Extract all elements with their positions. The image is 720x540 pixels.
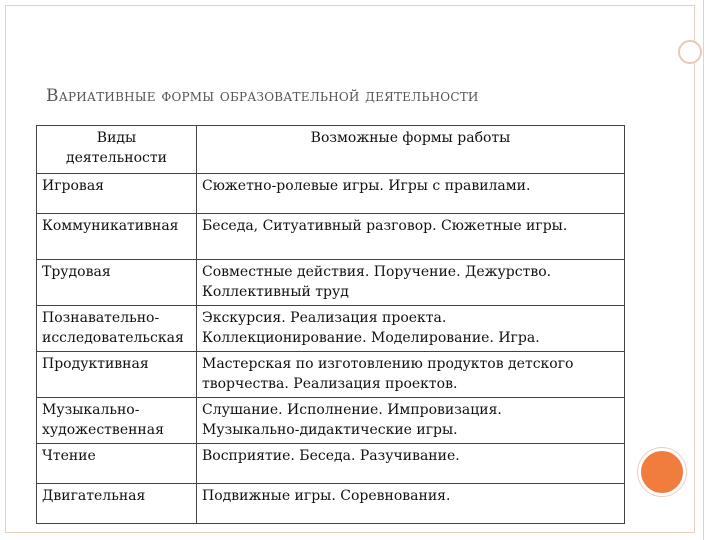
table-row [37,174,625,214]
table-row [37,398,625,444]
forms-cell: Мастерская по изготовлению продуктов детского творчества. Реализация проектов. [197,352,625,398]
table-row [37,306,625,352]
activity-cell: Игровая [37,174,197,214]
table-header-row [37,126,625,174]
activity-cell: Коммуникативная [37,214,197,260]
forms-cell: Слушание. Исполнение. Импровизация. Музыкально-дидактические игры. [197,398,625,444]
header-activity-types: Виды деятельности [37,126,197,174]
activity-forms-table [36,125,625,524]
forms-cell: Подвижные игры. Соревнования. [197,484,625,524]
table-row [37,214,625,260]
table-row [37,352,625,398]
forms-cell: Совместные действия. Поручение. Дежурство. Коллективный труд [197,260,625,306]
decorative-vertical-line [703,0,704,540]
activity-cell: Продуктивная [37,352,197,398]
slide-title: Вариативные формы образовательной деятельности [46,86,479,106]
table-row [37,260,625,306]
table-row [37,444,625,484]
decorative-orange-circle [638,448,686,496]
forms-cell: Восприятие. Беседа. Разучивание. [197,444,625,484]
forms-cell: Сюжетно-ролевые игры. Игры с правилами. [197,174,625,214]
forms-cell: Беседа, Ситуативный разговор. Сюжетные игры. [197,214,625,260]
decorative-circle-top [678,40,702,64]
header-work-forms: Возможные формы работы [197,126,625,174]
forms-cell: Экскурсия. Реализация проекта. Коллекционирование. Моделирование. Игра. [197,306,625,352]
activity-cell: Чтение [37,444,197,484]
activity-cell: Трудовая [37,260,197,306]
activity-cell: Познавательно- исследовательская [37,306,197,352]
activity-cell: Музыкально- художественная [37,398,197,444]
activity-cell: Двигательная [37,484,197,524]
table-row [37,484,625,524]
